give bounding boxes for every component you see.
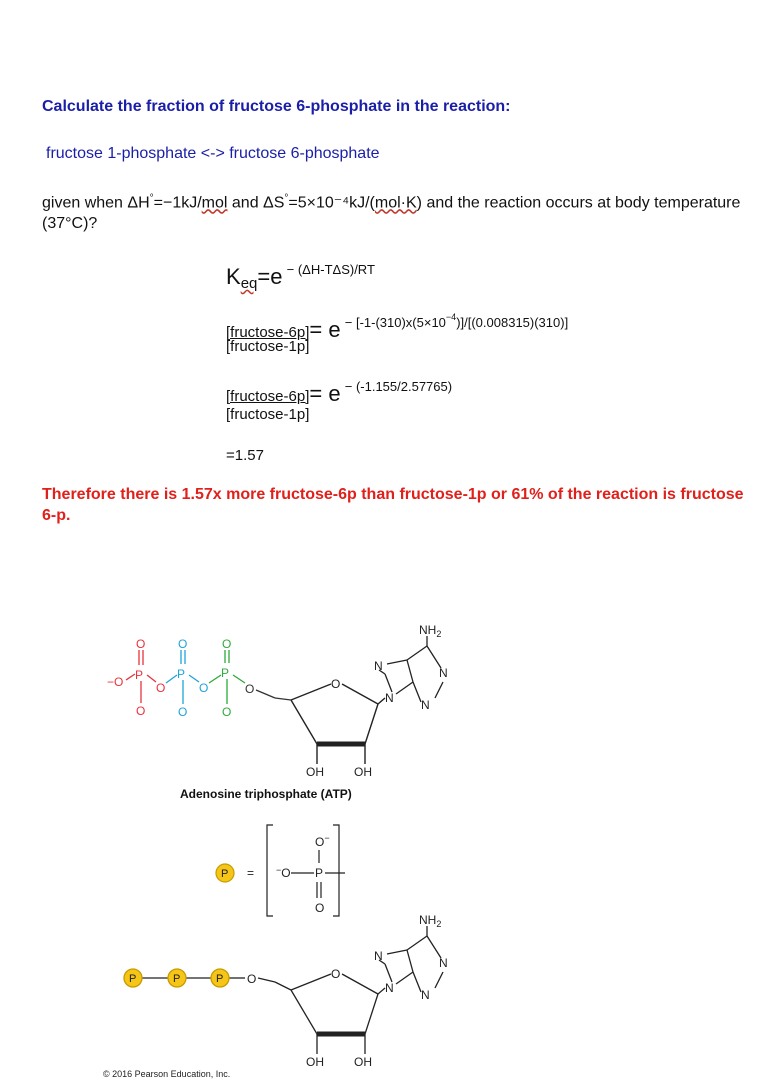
atp-caption: Adenosine triphosphate (ATP) — [180, 787, 352, 801]
fraction-numerator: [fructose-6p] — [226, 388, 310, 405]
hydroxyl-label: OH — [354, 765, 372, 779]
fraction-numerator: [fructose-6p] — [226, 324, 310, 341]
badge-letter: P — [129, 973, 137, 985]
ring-oxygen: O — [331, 967, 341, 981]
n7-label: N — [374, 659, 383, 673]
amine-text: NH — [419, 623, 437, 637]
minus-sign: − — [276, 865, 282, 875]
n7-label: N — [374, 949, 383, 963]
keq-equation — [226, 262, 375, 292]
oxygen-letter: O — [315, 835, 325, 849]
given-part: =−1kJ/ — [153, 194, 202, 212]
degree-sign: ° — [284, 193, 289, 204]
exponent-power: −4 — [445, 312, 457, 322]
bridging-oxygen: O — [199, 681, 209, 695]
fraction-denominator: [fructose-1p] — [226, 406, 310, 423]
n9-label: N — [385, 981, 394, 995]
badge-letter: P — [221, 868, 229, 880]
beta-phosphorus: P — [177, 667, 186, 681]
legend-double-o: O — [315, 901, 325, 915]
given-part: given when ΔH — [42, 194, 150, 212]
hydroxyl-label: OH — [354, 1055, 372, 1069]
n3-label: N — [421, 698, 430, 712]
unit-mol-k: mol·K — [374, 194, 417, 212]
fraction-denominator: [fructose-1p] — [226, 338, 310, 355]
exponent-a: − [-1-(310)x(5×10 — [344, 315, 446, 330]
neg-o-label: −O — [107, 675, 124, 689]
ester-oxygen: O — [247, 972, 257, 986]
oxygen-label: O — [136, 637, 146, 651]
keq-symbol: K — [226, 264, 241, 289]
atp-figure — [95, 620, 465, 1082]
amine-text: NH — [419, 913, 437, 927]
bridging-oxygen: O — [156, 681, 166, 695]
hydroxyl-label: OH — [306, 765, 324, 779]
figure-background — [95, 620, 465, 1082]
equals-sign: = — [247, 866, 255, 880]
degree-sign: ° — [149, 193, 154, 204]
ring-oxygen: O — [331, 677, 341, 691]
keq-exponent: − (ΔH-TΔS)/RT — [286, 262, 375, 277]
question-title: Calculate the fraction of fructose 6-phosphate in the reaction: — [42, 98, 511, 115]
oxygen-label: O — [178, 637, 188, 651]
exponent-b: )]/[(0.008315)(310)] — [456, 315, 569, 330]
result-value: =1.57 — [226, 447, 264, 464]
given-conditions — [42, 188, 742, 234]
given-part: ) and the reaction occurs at body temperature (37°C)? — [42, 194, 741, 233]
n9-label: N — [385, 691, 394, 705]
given-part: and ΔS — [227, 194, 285, 212]
equals-e: = e — [309, 317, 341, 342]
legend-phosphorus: P — [315, 866, 324, 880]
ester-oxygen: O — [245, 682, 255, 696]
badge-letter: P — [173, 973, 181, 985]
exponent: − (-1.155/2.57765) — [344, 379, 453, 394]
oxygen-label: O — [222, 705, 232, 719]
ratio-equation-2 — [226, 379, 452, 407]
badge-letter: P — [216, 973, 224, 985]
conclusion-text: Therefore there is 1.57x more fructose-6p than fructose-1p or 61% of the reaction is fructose 6-p. — [42, 486, 744, 524]
minus-sign: − — [324, 833, 330, 843]
reaction-equation: fructose 1-phosphate <-> fructose 6-phosphate — [46, 145, 380, 162]
oxygen-letter: O — [281, 866, 291, 880]
oxygen-label: O — [136, 704, 146, 718]
gamma-phosphorus: P — [221, 666, 230, 680]
oxygen-label: O — [222, 637, 232, 651]
equals-e: = e — [309, 381, 341, 406]
n1-label: N — [439, 956, 448, 970]
alpha-phosphorus: P — [135, 668, 144, 682]
hydroxyl-label: OH — [306, 1055, 324, 1069]
n1-label: N — [439, 666, 448, 680]
equals-e: =e — [257, 264, 283, 289]
oxygen-label: O — [178, 705, 188, 719]
n3-label: N — [421, 988, 430, 1002]
unit-mol: mol — [201, 194, 228, 212]
keq-subscript: eq — [240, 275, 258, 292]
amine-subscript: 2 — [436, 629, 442, 639]
amine-subscript: 2 — [436, 919, 442, 929]
copyright-notice: © 2016 Pearson Education, Inc. — [103, 1069, 231, 1079]
given-part: =5×10⁻⁴kJ/( — [288, 194, 375, 212]
